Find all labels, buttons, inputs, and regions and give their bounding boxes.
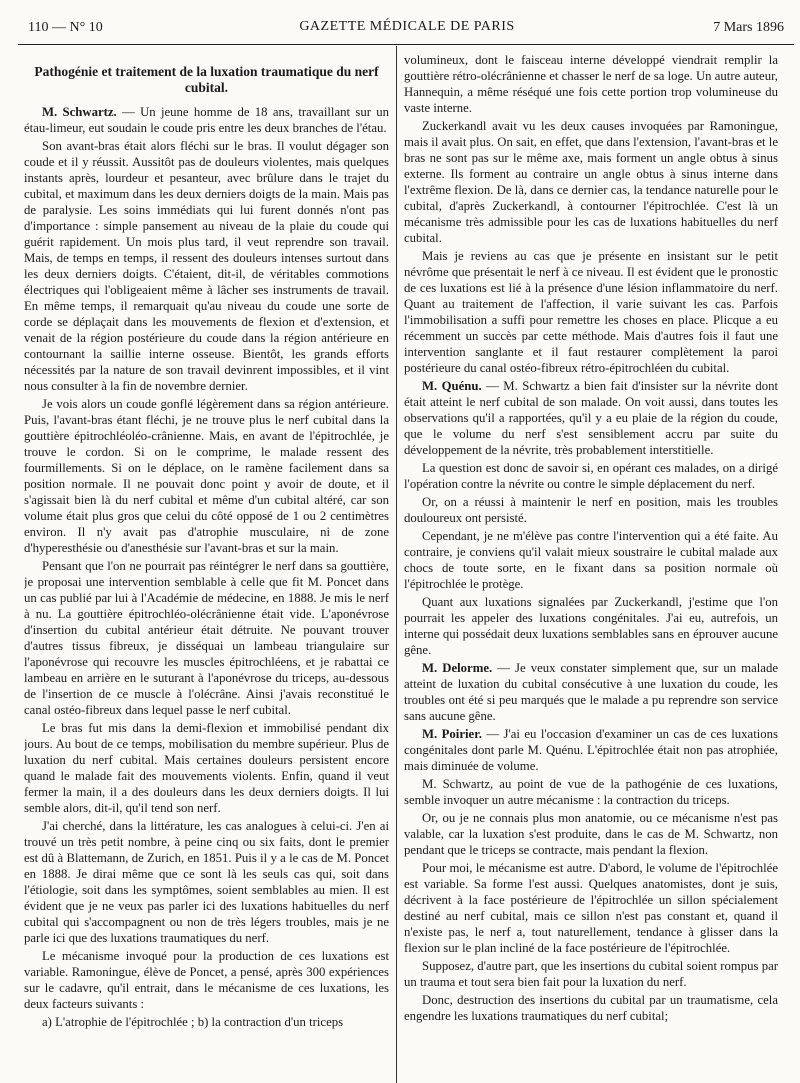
paragraph-text: Or, ou je ne connais plus mon anatomie, ou ce mécanisme n'est pas valable, car la luxation s'est produite, dans le cas de M. Schwartz, non pendant que le triceps se contracte, mais pendant la flexion. — [404, 811, 778, 857]
paragraph-text: Zuckerkandl avait vu les deux causes invoquées par Ramoningue, mais il avait plus. On sait, en effet, que dans l'extension, l'avant-bras et le bras ne sont pas sur le même axe, mais forment un angle obtus à sinus externe. Ils forment au contraire un angle obtus à sinus interne dans l'extrême flexion. De là, dans ce dernier cas, la tendance naturelle pour le cubital, d'après Zuckerkandl, à contourner l'épitrochlée. C'est là un mécanisme très admissible pour les cas de luxations habituelles du nerf cubital. — [404, 119, 778, 245]
paragraph — [24, 818, 389, 946]
paragraph — [24, 396, 389, 556]
paragraph-text: Or, on a réussi à maintenir le nerf en position, mais les troubles douloureux ont persisté. — [404, 495, 778, 525]
paragraph — [404, 776, 778, 808]
paragraph — [24, 1014, 389, 1030]
paragraph — [404, 594, 778, 658]
paragraph — [404, 958, 778, 990]
paragraph — [404, 460, 778, 492]
speaker-name: M. Poirier. — [422, 727, 482, 741]
paragraph — [404, 248, 778, 376]
paragraph — [404, 528, 778, 592]
paragraph-text: Le bras fut mis dans la demi-flexion et immobilisé pendant dix jours. Au bout de ce temps, mobilisation du membre supérieur. Plus de luxation du nerf cubital. Mais certaines douleurs persistent encore quand le malade fait des mouvements violents. Enfin, quand il veut fermer la main, il a des douleurs dans les deux derniers doigts. Il lui semble alors, dit-il, qu'il tend son nerf. — [24, 721, 389, 815]
paragraph — [404, 660, 778, 724]
paragraph — [404, 52, 778, 116]
paragraph-text: Son avant-bras était alors fléchi sur le bras. Il voulut dégager son coude et il y réussit. Aussitôt pas de douleurs violentes, mais quelques instants après, lourdeur et pesanteur, avec brûlure dans le trajet du cubital, et maximum dans les deux derniers doigts de la main. Mais pas de paralysie. Les soins immédiats qui lui furent donnés n'ont pas d'importance : simple pansement au niveau de la plaie du coude qui guérit rapidement. Un mois plus tard, il veut reprendre son travail. Mais, de temps en temps, il ressent des douleurs intenses surtout dans les deux derniers doigts. C'étaient, dit-il, de véritables commotions électriques qui l'obligeaient même à lâcher ses instruments de travail. En même temps, il remarquait qu'au niveau du coude une sorte de corde se déplaçait dans les mouvements de flexion et d'extension, et venait de la région postérieure du coude dans la région antérieure en contournant la saillie interne osseuse. Bientôt, les grands efforts nécessités par la nature de son travail devinrent impossibles, et il vint nous consulter à la fin de novembre dernier. — [24, 139, 389, 393]
paragraph — [404, 494, 778, 526]
paragraph — [24, 720, 389, 816]
paragraph-text: Quant aux luxations signalées par Zuckerkandl, j'estime que l'on pourrait les appeler des luxations congénitales. J'ai eu, autrefois, un interne qui possédait deux luxations semblables sans en éprouver aucune gêne. — [404, 595, 778, 657]
issue-date: 7 Mars 1896 — [713, 20, 784, 35]
paragraph-text: Je vois alors un coude gonflé légèrement dans sa région antérieure. Puis, l'avant-bras étant fléchi, je ne trouve plus le nerf cubital dans la gouttière épitrochléoléo-crânienne. Mais, en avant de l'épitrochlée, je trouve le cordon. Si on le comprime, le malade ressent des fourmillements. Si on le déplace, on le ramène facilement dans sa position normale. Il ne pouvait donc point y avoir de doute, et il s'agissait bien là du nerf cubital et même d'un cubital altéré, car son volume était plus gros que celui du côté opposé de 1 ou 2 centimètres environ. Il n'y avait pas d'atrophie musculaire, ni de zone d'hyperesthésie ou d'anesthésie sur l'avant-bras et sur la main. — [24, 397, 389, 555]
paragraph-text: — Un jeune homme de 18 ans, travaillant sur un étau-limeur, eut soudain le coude pris entre les deux branches de l'étau. — [24, 105, 389, 135]
paragraph-text: Mais je reviens au cas que je présente en insistant sur le petit névrôme que présentait le nerf à ce niveau. Il est évident que le pronostic de ces luxations est lié à la présence d'une lésion inflammatoire du nerf. Quant au traitement de l'affection, il varie suivant les cas. Parfois l'immobilisation a suffi pour remettre les choses en place. Plicque a eu récemment un succès par cette méthode. Mais d'autres fois il faut une intervention sanglante et il faut restaurer complètement la paroi postérieure du canal ostéo-fibreux rétro-épitrochléen du cubital. — [404, 249, 778, 375]
paragraph — [404, 992, 778, 1024]
paragraph-text: — M. Schwartz a bien fait d'insister sur la névrite dont était atteint le nerf cubital de son malade. On voit aussi, dans toutes les observations qu'il a rapportées, qu'il y a eu plaie de la région du coude, que le volume du nerf s'est sensiblement accru par suite du développement de la névrite, très probablement interstitielle. — [404, 379, 778, 457]
speaker-name: M. Schwartz. — [42, 105, 117, 119]
paragraph-text: Supposez, d'autre part, que les insertions du cubital soient rompus par un trauma et tout sera bien fait pour la luxation du nerf. — [404, 959, 778, 989]
paragraph-text: Pour moi, le mécanisme est autre. D'abord, le volume de l'épitrochlée est variable. Sa forme l'est aussi. Quelques anatomistes, dont je suis, décrivent à la face postérieure de l'épitrochlée un sillon spécialement destiné au nerf cubital, mais ce sillon n'est pas constant et, quand il n'existe pas, le nerf a, tout naturellement, tendance à glisser dans la flexion sur le plan incliné de la face postérieure de l'épitrochlée. — [404, 861, 778, 955]
left-column — [24, 52, 389, 1083]
left-column-body — [24, 104, 389, 1030]
running-header — [28, 18, 786, 40]
paragraph — [404, 118, 778, 246]
journal-title: GAZETTE MÉDICALE DE PARIS — [299, 19, 515, 34]
paragraph-text: — Je veux constater simplement que, sur un malade atteint de luxation du cubital consécutive à une luxation du coude, les troubles ont été si peu marqués que le malade a pu reprendre son service sans aucune gêne. — [404, 661, 778, 723]
paragraph — [404, 378, 778, 458]
paragraph-text: La question est donc de savoir si, en opérant ces malades, on a dirigé l'opération contre la névrite ou contre le simple déplacement du nerf. — [404, 461, 778, 491]
paragraph-text: — J'ai eu l'occasion d'examiner un cas de ces luxations congénitales dont parle M. Quénu. L'épitrochlée était non pas atrophiée, mais diminuée de volume. — [404, 727, 778, 773]
speaker-name: M. Delorme. — [422, 661, 493, 675]
paragraph-text: volumineux, dont le faisceau interne développé viendrait remplir la gouttière rétro-olécrânienne et chasser le nerf de sa loge. Un autre auteur, Hannequin, a même réséqué une fois cette portion trop volumineuse du vaste interne. — [404, 53, 778, 115]
paragraph — [24, 138, 389, 394]
paragraph-text: J'ai cherché, dans la littérature, les cas analogues à celui-ci. J'en ai trouvé un très petit nombre, à peine cinq ou six faits, dont le premier est dû à Blattemann, de Zurich, en 1851. Puis il y a le cas de M. Poncet en 1888. Je dirai même que ce sont là les seuls cas qui, soit dans l'étiologie, soit dans les symptômes, soient semblables au mien. Il est évident que je ne veux pas parler ici des luxations habituelles du nerf cubital qui s'accompagnent ou non de très légers troubles, mais je ne parle ici que des luxations traumatiques du nerf. — [24, 819, 389, 945]
paragraph — [404, 726, 778, 774]
page-number: 110 — N° 10 — [28, 20, 103, 35]
paragraph — [404, 860, 778, 956]
paragraph — [24, 948, 389, 1012]
paragraph-text: Le mécanisme invoqué pour la production de ces luxations est variable. Ramoningue, élève de Poncet, a pensé, après 300 expériences sur le cadavre, qu'il entrait, dans le mécanisme de ces luxations, les deux facteurs suivants : — [24, 949, 389, 1011]
paragraph — [24, 104, 389, 136]
paragraph-text: Cependant, je ne m'élève pas contre l'intervention qui a été faite. Au contraire, je conviens qu'il valait mieux soustraire le cubital malade aux chocs de toute sorte, en le fixant dans sa position normale où l'épitrochlée le protège. — [404, 529, 778, 591]
paragraph-text: M. Schwartz, au point de vue de la pathogénie de ces luxations, semble invoquer un autre mécanisme : la contraction du triceps. — [404, 777, 778, 807]
paragraph-text: Pensant que l'on ne pourrait pas réintégrer le nerf dans sa gouttière, je proposai une intervention semblable à celle que fit M. Poncet dans un cas publié par lui à l'Académie de médecine, en 1888. Je mis le nerf à nu. La gouttière épitrochléo-olécrânienne était vide. L'aponévrose d'insertion du cubital antérieur était détruite. Ne pouvant trouver d'autres tissus fibreux, je disséquai un lambeau triangulaire sur l'aponévrose qui recouvre les muscles épitrochléens, et je rabattai ce lambeau en arrière en le suturant à l'aponévrose du triceps, au-dessous de l'insertion de ce muscle à l'olécrâne. Ainsi j'avais reconstitué le canal ostéo-fibreux dans lequel passe le nerf cubital. — [24, 559, 389, 717]
column-rule — [396, 46, 397, 1083]
article-title: Pathogénie et traitement de la luxation traumatique du nerf cubital. — [34, 64, 379, 95]
speaker-name: M. Quénu. — [422, 379, 482, 393]
paragraph — [404, 810, 778, 858]
paragraph-text: Donc, destruction des insertions du cubital par un traumatisme, cela engendre les luxations traumatiques du nerf cubital; — [404, 993, 778, 1023]
right-column-body — [404, 52, 778, 1024]
header-rule — [18, 44, 794, 45]
paragraph — [24, 558, 389, 718]
paragraph-text: a) L'atrophie de l'épitrochlée ; b) la contraction d'un triceps — [42, 1015, 344, 1029]
right-column — [404, 52, 778, 1083]
